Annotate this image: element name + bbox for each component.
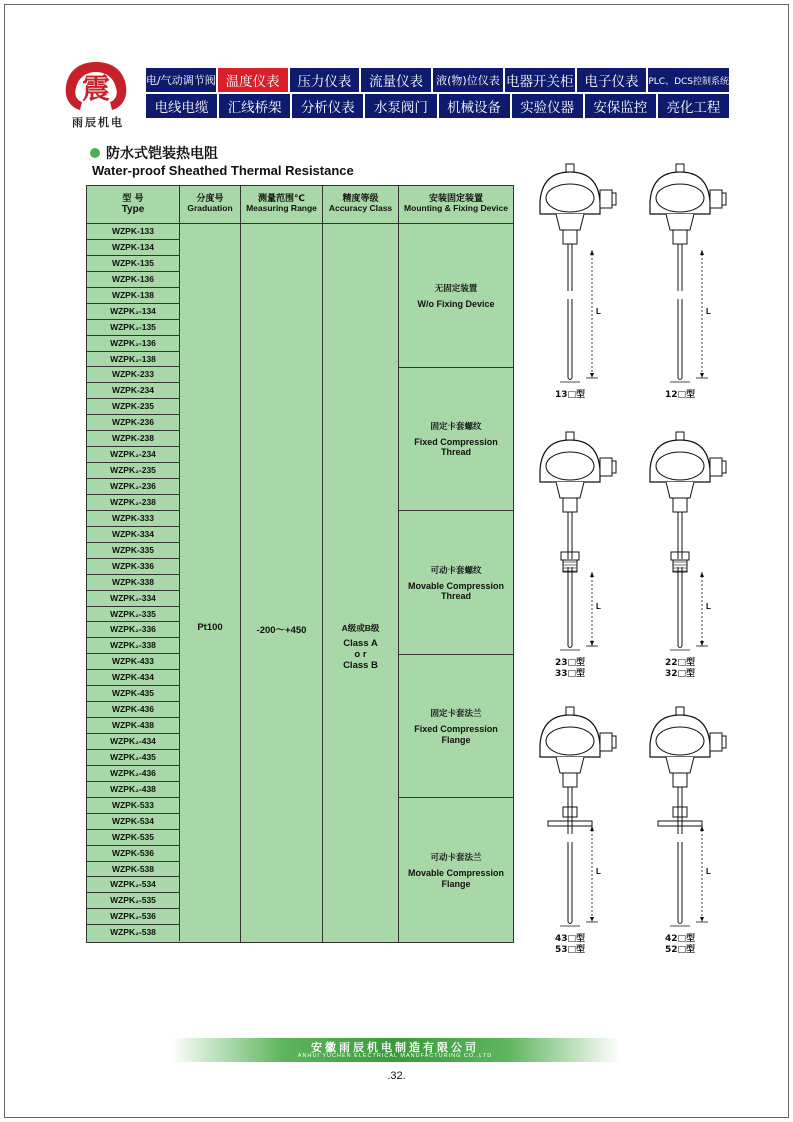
table-row-type: WZPK₂-536 [87, 909, 180, 925]
header-graduation-cn: 分度号 [196, 194, 224, 204]
figure-label-line1: 22□型 [664, 658, 696, 668]
mounting-en: Fixed Compression Flange [414, 724, 498, 745]
figure-label-line1: 42□型 [664, 934, 696, 944]
header-accuracy-cn: 精度等级 [342, 194, 379, 204]
table-row-type: WZPK₂-336 [87, 622, 180, 638]
table-row-type: WZPK₂-435 [87, 750, 180, 766]
header-range-cn: 测量范围℃ [258, 194, 305, 204]
table-row-type: WZPK-236 [87, 415, 180, 431]
header-mounting [399, 186, 513, 224]
table-row-type: WZPK-133 [87, 224, 180, 240]
nav-item[interactable]: 水泵阀门 [365, 94, 436, 118]
header-graduation [180, 186, 241, 224]
svg-text:L: L [596, 867, 601, 876]
figure-label-line2: 53□型 [554, 944, 586, 955]
nav-item[interactable]: 分析仪表 [292, 94, 363, 118]
table-row-type: WZPK₂-534 [87, 877, 180, 893]
nav-row-1 [146, 68, 729, 92]
bullet-icon [90, 148, 100, 158]
nav-item[interactable]: 机械设备 [439, 94, 510, 118]
mounting-cn: 固定卡套法兰 [430, 709, 482, 720]
graduation-column [180, 224, 241, 942]
table-row-type: WZPK₂-535 [87, 893, 180, 909]
table-row-type: WZPK-433 [87, 654, 180, 670]
table-row-type: WZPK-333 [87, 511, 180, 527]
footer-company-cn: 安徽雨辰机电制造有限公司 [311, 1041, 479, 1054]
svg-text:L: L [596, 307, 601, 316]
accuracy-en3: Class B [343, 660, 378, 671]
nav-item[interactable]: 电器开关柜 [505, 68, 575, 92]
table-row-type: WZPK-438 [87, 718, 180, 734]
mounting-cn: 无固定装置 [434, 283, 478, 294]
mounting-en: Movable Compression Flange [407, 868, 505, 889]
mounting-cn: 可动卡套螺纹 [430, 565, 482, 576]
table-row-type: WZPK₂-335 [87, 607, 180, 623]
table-row-type: WZPK-434 [87, 670, 180, 686]
graduation-value: Pt100 [197, 622, 223, 633]
nav-item[interactable]: 实验仪器 [512, 94, 583, 118]
header-accuracy [323, 186, 399, 224]
mounting-cell [399, 368, 513, 512]
figure-label-line1: 23□型 [554, 658, 586, 668]
mounting-column [399, 224, 513, 942]
table-row-type: WZPK-135 [87, 256, 180, 272]
table-row-type: WZPK-533 [87, 798, 180, 814]
range-column [241, 224, 323, 942]
nav-item[interactable]: 电子仪表 [577, 68, 647, 92]
table-row-type: WZPK₂-234 [87, 447, 180, 463]
thermal-resistance-drawing [650, 707, 726, 926]
table-row-type: WZPK₂-436 [87, 766, 180, 782]
svg-text:L: L [596, 602, 601, 611]
mounting-cell [399, 655, 513, 799]
header-type-cn: 型 号 [122, 194, 144, 204]
table-row-type: WZPK-435 [87, 686, 180, 702]
table-row-type: WZPK-136 [87, 272, 180, 288]
table-row-type: WZPK-235 [87, 399, 180, 415]
range-value: -200～+450 [256, 625, 307, 636]
mounting-cell [399, 224, 513, 368]
figure-label [660, 390, 700, 401]
figure-label-line2: 52□型 [664, 944, 696, 955]
thermal-resistance-drawing [540, 164, 616, 382]
table-row-type: WZPK₂-135 [87, 320, 180, 336]
type-column [87, 224, 180, 941]
nav-item[interactable]: PLC、DCS控制系统 [648, 68, 729, 92]
header-range [241, 186, 323, 224]
table-row-type: WZPK-538 [87, 862, 180, 878]
table-row-type: WZPK₂-334 [87, 591, 180, 607]
table-row-type: WZPK₂-438 [87, 782, 180, 798]
category-nav [146, 68, 729, 120]
table-row-type: WZPK-338 [87, 575, 180, 591]
nav-item[interactable]: 亮化工程 [658, 94, 729, 118]
figure-label-line1: 12□型 [664, 390, 696, 400]
thermal-resistance-drawings [520, 150, 770, 970]
thermal-resistance-drawing [540, 707, 616, 926]
page-number: .32. [387, 1070, 406, 1082]
mounting-cn: 固定卡套螺纹 [430, 422, 482, 433]
accuracy-en1: Class A [343, 638, 378, 649]
svg-text:L: L [706, 307, 711, 316]
table-row-type: WZPK₂-538 [87, 925, 180, 941]
spec-table [86, 185, 514, 943]
thermal-resistance-drawing [650, 432, 726, 650]
table-row-type: WZPK-534 [87, 814, 180, 830]
figure-label [660, 934, 700, 956]
mounting-en: W/o Fixing Device [417, 298, 495, 309]
table-row-type: WZPK-234 [87, 383, 180, 399]
nav-item[interactable]: 流量仪表 [361, 68, 431, 92]
mounting-cell [399, 798, 513, 942]
table-row-type: WZPK₂-338 [87, 638, 180, 654]
header-accuracy-en: Accuracy Class [328, 203, 393, 214]
svg-text:L: L [706, 602, 711, 611]
table-row-type: WZPK₂-434 [87, 734, 180, 750]
table-row-type: WZPK-233 [87, 367, 180, 383]
figure-label-line2: 33□型 [554, 668, 586, 679]
table-row-type: WZPK-535 [87, 830, 180, 846]
table-row-type: WZPK-238 [87, 431, 180, 447]
page-title-en: Water-proof Sheathed Thermal Resistance [92, 163, 354, 178]
figure-label [660, 658, 700, 680]
mounting-cell [399, 511, 513, 655]
logo-char: 震 [81, 72, 111, 105]
thermal-resistance-drawing [540, 432, 616, 650]
table-row-type: WZPK₂-134 [87, 304, 180, 320]
accuracy-column [323, 224, 399, 942]
title-cn-text: 防水式铠装热电阻 [106, 146, 218, 162]
nav-item[interactable]: 温度仪表 [218, 68, 288, 92]
header-range-en: Measuring Range [246, 203, 317, 214]
nav-item[interactable]: 安保监控 [585, 94, 656, 118]
table-row-type: WZPK₂-138 [87, 352, 180, 368]
table-row-type: WZPK-436 [87, 702, 180, 718]
table-row-type: WZPK-335 [87, 543, 180, 559]
figure-label-line1: 13□型 [554, 390, 586, 400]
nav-item[interactable]: 液(物)位仪表 [433, 68, 503, 92]
header-type [87, 186, 180, 224]
page-title-cn [90, 143, 218, 163]
header-type-en: Type [121, 204, 145, 216]
header-mounting-en: Mounting & Fixing Device [404, 203, 508, 214]
mounting-en: Fixed Compression Thread [414, 437, 498, 458]
nav-row-2 [146, 94, 729, 118]
header-mounting-cn: 安装固定装置 [428, 194, 483, 204]
table-row-type: WZPK-536 [87, 846, 180, 862]
table-row-type: WZPK₂-238 [87, 495, 180, 511]
table-row-type: WZPK-138 [87, 288, 180, 304]
nav-item[interactable]: 电线电缆 [146, 94, 217, 118]
table-row-type: WZPK₂-236 [87, 479, 180, 495]
figure-label-line1: 43□型 [554, 934, 586, 944]
figure-label-line2: 32□型 [664, 668, 696, 679]
header-graduation-en: Graduation [187, 203, 233, 214]
table-row-type: WZPK₂-235 [87, 463, 180, 479]
figure-label [550, 658, 590, 680]
figure-label [550, 390, 590, 401]
brand-name: 雨辰机电 [72, 116, 124, 129]
table-row-type: WZPK-134 [87, 240, 180, 256]
table-row-type: WZPK₂-136 [87, 336, 180, 352]
table-row-type: WZPK-336 [87, 559, 180, 575]
nav-item[interactable]: 电/气动调节阀 [146, 68, 216, 92]
svg-text:L: L [706, 867, 711, 876]
accuracy-en2: o r [354, 649, 367, 660]
footer-company-en: ANHUI YUCHEN ELECTRICAL MANUFACTURING CO.,LTD [297, 1053, 493, 1059]
nav-item[interactable]: 汇线桥架 [219, 94, 290, 118]
nav-item[interactable]: 压力仪表 [290, 68, 360, 92]
mounting-cn: 可动卡套法兰 [430, 853, 482, 864]
accuracy-cn: A级或B级 [341, 623, 380, 633]
table-row-type: WZPK-334 [87, 527, 180, 543]
figure-label [550, 934, 590, 956]
mounting-en: Movable Compression Thread [407, 580, 505, 601]
thermal-resistance-drawing [650, 164, 726, 382]
